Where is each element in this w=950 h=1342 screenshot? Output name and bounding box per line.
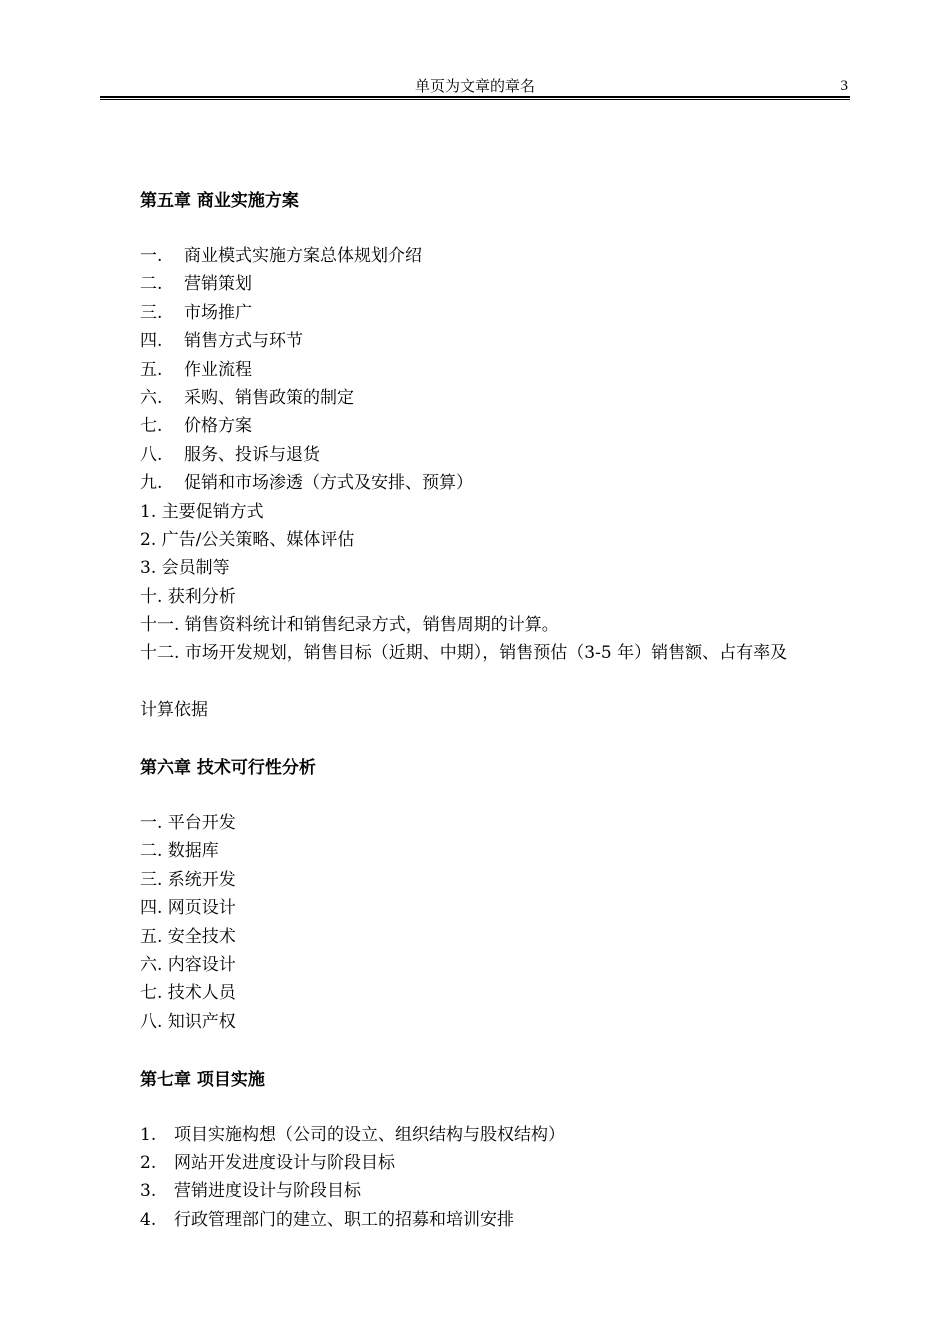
item-text: 服务、投诉与退货 — [184, 444, 320, 465]
item-number: 六. — [140, 387, 163, 408]
item-text: 网站开发进度设计与阶段目标 — [174, 1152, 395, 1173]
list-item — [140, 441, 850, 469]
header-title: 单页为文章的章名 — [414, 77, 535, 95]
list-item: 六. 内容设计 — [140, 954, 236, 975]
list-item — [140, 356, 850, 384]
item-text: 促销和市场渗透（方式及安排、预算） — [184, 473, 473, 494]
list-item — [140, 327, 850, 355]
list-item: 四. 网页设计 — [140, 898, 236, 919]
chapter-7-title: 第七章 项目实施 — [140, 1069, 265, 1090]
list-item: 2. 广告/公关策略、媒体评估 — [140, 529, 355, 550]
item-number: 2. — [140, 1152, 157, 1173]
chapter-5-title: 第五章 商业实施方案 — [140, 191, 299, 211]
list-item — [140, 1121, 850, 1149]
continuation-text: 计算依据 — [140, 700, 208, 721]
item-number: 4. — [140, 1209, 157, 1230]
item-text: 营销策划 — [184, 274, 252, 295]
list-item: 五. 安全技术 — [140, 926, 236, 947]
item-text: 市场推广 — [184, 302, 252, 323]
item-number: 3. — [140, 1181, 157, 1202]
item-text: 商业模式实施方案总体规划介绍 — [184, 246, 422, 266]
list-item — [140, 299, 850, 327]
list-item: 七. 技术人员 — [140, 983, 236, 1004]
list-item — [140, 270, 850, 298]
chapter-6-title: 第六章 技术可行性分析 — [140, 758, 316, 779]
item-text: 销售方式与环节 — [184, 331, 303, 352]
list-item: 三. 系统开发 — [140, 869, 236, 890]
list-item: 十一. 销售资料统计和销售纪录方式，销售周期的计算。 — [140, 615, 559, 636]
list-item — [140, 384, 850, 412]
item-number: 五. — [140, 359, 163, 380]
item-text: 行政管理部门的建立、职工的招募和培训安排 — [174, 1209, 514, 1230]
item-text: 作业流程 — [184, 359, 252, 380]
item-text: 营销进度设计与阶段目标 — [174, 1181, 361, 1202]
header-rule — [100, 96, 850, 100]
list-item — [140, 412, 850, 440]
list-item — [140, 1177, 850, 1205]
item-number: 四. — [140, 331, 163, 352]
item-number: 七. — [140, 416, 163, 437]
list-item — [140, 242, 850, 270]
item-number: 1. — [140, 1124, 157, 1145]
document-body — [140, 186, 850, 1234]
list-item: 十二. 市场开发规划，销售目标（近期、中期），销售预估（3-5 年）销售额、占有率及 — [140, 643, 788, 664]
list-item: 二. 数据库 — [140, 841, 219, 862]
item-text: 采购、销售政策的制定 — [184, 387, 354, 408]
item-number: 九. — [140, 473, 163, 494]
page-number: 3 — [840, 78, 848, 94]
list-item: 十. 获利分析 — [140, 586, 236, 607]
item-text: 价格方案 — [184, 416, 252, 437]
list-item: 3. 会员制等 — [140, 558, 230, 579]
item-number: 三. — [140, 302, 163, 323]
list-item — [140, 469, 850, 497]
item-number: 一. — [140, 246, 163, 266]
item-number: 八. — [140, 444, 163, 465]
item-number: 二. — [140, 274, 163, 295]
list-item: 1. 主要促销方式 — [140, 501, 264, 522]
list-item: 一. 平台开发 — [140, 813, 236, 834]
list-item — [140, 1149, 850, 1177]
item-text: 项目实施构想（公司的设立、组织结构与股权结构） — [174, 1124, 565, 1145]
list-item — [140, 1206, 850, 1234]
list-item: 八. 知识产权 — [140, 1011, 236, 1032]
